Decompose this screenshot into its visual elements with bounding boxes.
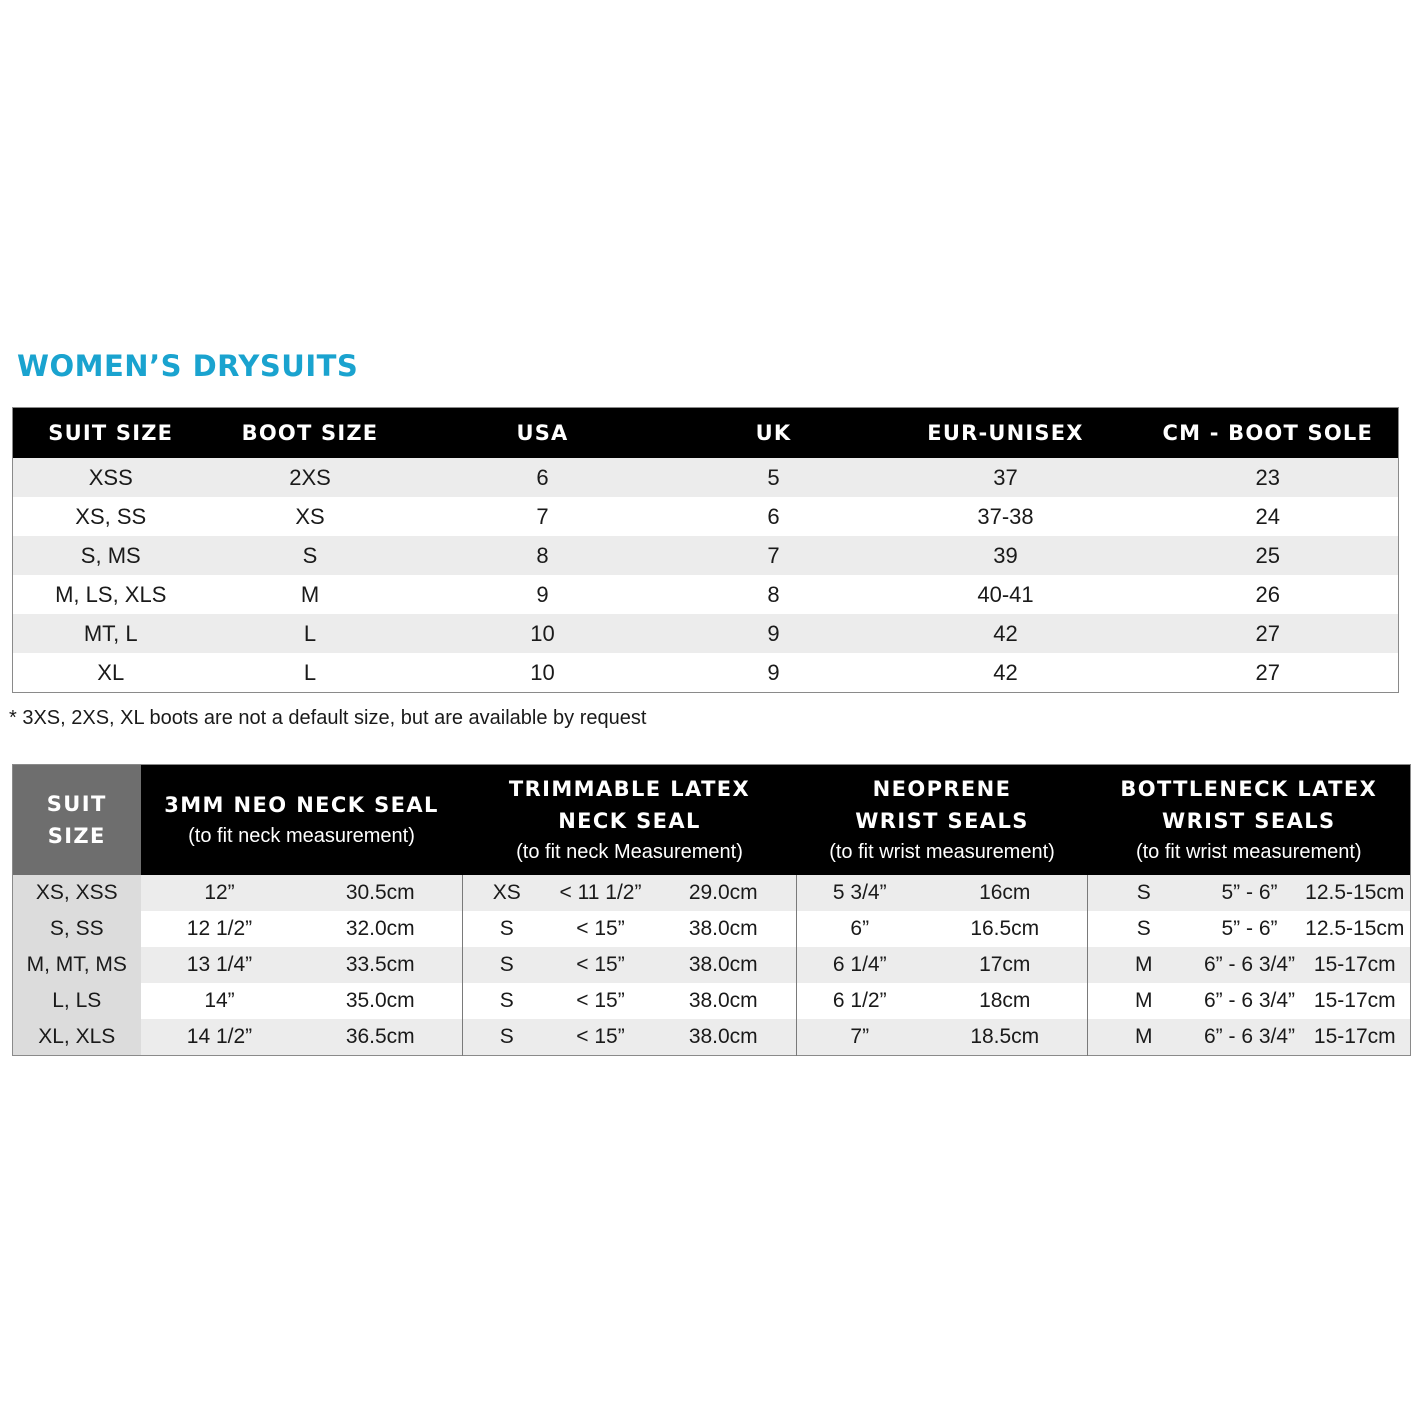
table-cell: 12.5-15cm [1300,875,1411,911]
table-cell: < 15” [551,983,651,1019]
table-cell: 30.5cm [299,875,463,911]
header-usa: USA [412,408,674,459]
table-cell: 12.5-15cm [1300,911,1411,947]
table-cell: L [209,653,412,693]
table-cell: XS [463,875,551,911]
table-cell: 40-41 [874,575,1138,614]
table-cell: 38.0cm [651,983,797,1019]
table-row [13,875,1411,911]
table-cell: 6 [674,497,874,536]
table-cell: S [463,1019,551,1056]
table-row [13,575,1399,614]
header-subtitle: (to fit wrist measurement) [1135,841,1362,863]
table-row [13,497,1399,536]
header-subtitle: (to fit neck Measurement) [516,841,743,863]
table-cell: M [209,575,412,614]
table-cell: 15-17cm [1300,1019,1411,1056]
header-line: BOTTLENECK LATEX [1120,777,1378,801]
table-cell: 6 [412,458,674,497]
table-row [13,653,1399,693]
table-cell: 12 1/2” [141,911,299,947]
header-line: SIZE [47,824,106,848]
table-cell: M [1088,1019,1200,1056]
table-cell: 13 1/4” [141,947,299,983]
table-cell: XSS [13,458,209,497]
table-cell: 27 [1138,653,1399,693]
table-cell: 5 3/4” [797,875,923,911]
header-bottleneck-latex-wrist-seals [1088,765,1411,876]
table-cell: 14” [141,983,299,1019]
header-boot-size: BOOT SIZE [209,408,412,459]
table-cell: 6” - 6 3/4” [1200,1019,1300,1056]
table-cell: S [1088,875,1200,911]
footnote: * 3XS, 2XS, XL boots are not a default size, but are available by request [9,707,647,729]
header-neoprene-wrist-seals [797,765,1088,876]
table-cell: 16.5cm [923,911,1088,947]
header-cm-boot-sole: CM - BOOT SOLE [1138,408,1399,459]
table-cell: 6 1/2” [797,983,923,1019]
header-line: NEOPRENE [872,777,1012,801]
table-cell: L [209,614,412,653]
table-cell: 5” - 6” [1200,911,1300,947]
table-cell: 38.0cm [651,911,797,947]
table-cell: 6” - 6 3/4” [1200,947,1300,983]
table-cell: 16cm [923,875,1088,911]
table-cell: M [1088,983,1200,1019]
table-cell: 17cm [923,947,1088,983]
table-cell: 38.0cm [651,1019,797,1056]
table-row [13,1019,1411,1056]
table-cell: 35.0cm [299,983,463,1019]
boot-table-header-row [13,408,1399,459]
table-cell: 7 [412,497,674,536]
table-cell: M, LS, XLS [13,575,209,614]
table-row [13,614,1399,653]
table-cell: 37-38 [874,497,1138,536]
table-cell: 18cm [923,983,1088,1019]
table-cell: 8 [412,536,674,575]
table-cell: < 15” [551,911,651,947]
table-cell: 8 [674,575,874,614]
table-cell: 10 [412,653,674,693]
table-cell: 25 [1138,536,1399,575]
page-title: WOMEN’S DRYSUITS [17,349,359,383]
table-cell: S, MS [13,536,209,575]
boot-size-table [12,407,1399,693]
table-cell: 24 [1138,497,1399,536]
table-cell: 10 [412,614,674,653]
table-row [13,947,1411,983]
table-cell: 33.5cm [299,947,463,983]
seal-size-table [12,764,1411,1056]
header-eur-unisex: EUR-UNISEX [874,408,1138,459]
table-cell: 6” [797,911,923,947]
table-cell: 5 [674,458,874,497]
table-cell: 37 [874,458,1138,497]
table-cell: 26 [1138,575,1399,614]
table-cell: L, LS [13,983,141,1019]
table-cell: 27 [1138,614,1399,653]
table-cell: 9 [412,575,674,614]
table-cell: 42 [874,614,1138,653]
table-cell: 7” [797,1019,923,1056]
header-line: 3MM NEO NECK SEAL [164,793,439,817]
table-cell: XS, XSS [13,875,141,911]
table-cell: XL, XLS [13,1019,141,1056]
table-cell: 6 1/4” [797,947,923,983]
table-cell: 15-17cm [1300,983,1411,1019]
table-cell: 6” - 6 3/4” [1200,983,1300,1019]
table-row [13,458,1399,497]
table-cell: < 15” [551,1019,651,1056]
table-cell: 7 [674,536,874,575]
header-3mm-neo-neck-seal [141,765,463,876]
table-cell: 23 [1138,458,1399,497]
table-cell: XS, SS [13,497,209,536]
table-cell: 42 [874,653,1138,693]
header-line: TRIMMABLE LATEX [508,777,751,801]
table-cell: < 11 1/2” [551,875,651,911]
table-cell: 9 [674,614,874,653]
table-cell: XL [13,653,209,693]
header-line: WRIST SEALS [1162,809,1336,833]
table-cell: 14 1/2” [141,1019,299,1056]
table-cell: 15-17cm [1300,947,1411,983]
table-cell: M [1088,947,1200,983]
table-cell: 39 [874,536,1138,575]
header-line: NECK SEAL [558,809,701,833]
table-cell: S, SS [13,911,141,947]
table-cell: MT, L [13,614,209,653]
table-cell: S [209,536,412,575]
table-cell: 9 [674,653,874,693]
table-row [13,911,1411,947]
table-cell: XS [209,497,412,536]
table-cell: 36.5cm [299,1019,463,1056]
header-suit-size: SUIT SIZE [13,408,209,459]
table-cell: 5” - 6” [1200,875,1300,911]
table-cell: 2XS [209,458,412,497]
seal-table-header-row [13,765,1411,876]
table-row [13,983,1411,1019]
table-cell: 18.5cm [923,1019,1088,1056]
table-cell: 38.0cm [651,947,797,983]
table-cell: 32.0cm [299,911,463,947]
table-cell: M, MT, MS [13,947,141,983]
header-subtitle: (to fit neck measurement) [188,825,415,847]
header-suit-size [13,765,141,876]
header-trimmable-latex-neck-seal [463,765,797,876]
header-line: SUIT [46,792,107,816]
table-cell: S [463,947,551,983]
table-cell: S [1088,911,1200,947]
table-cell: 12” [141,875,299,911]
table-cell: < 15” [551,947,651,983]
table-cell: S [463,983,551,1019]
table-row [13,536,1399,575]
header-subtitle: (to fit wrist measurement) [829,841,1055,863]
table-cell: 29.0cm [651,875,797,911]
header-line: WRIST SEALS [855,809,1029,833]
table-cell: S [463,911,551,947]
header-uk: UK [674,408,874,459]
